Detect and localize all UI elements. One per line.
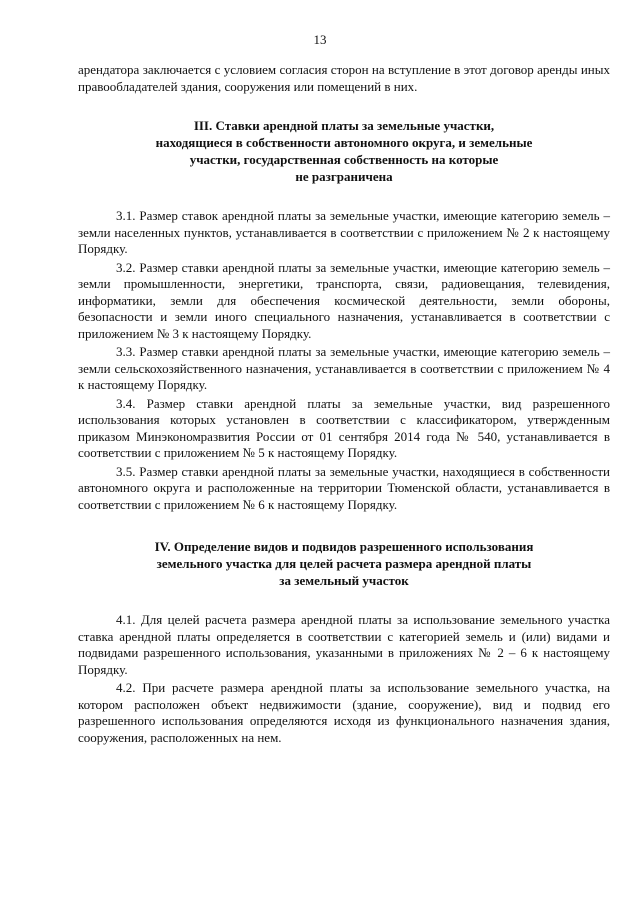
section-4-heading-line: за земельный участок	[279, 573, 409, 588]
section-3-heading-line: находящиеся в собственности автономного округа, и земельные	[155, 135, 533, 150]
section-3-heading-line: III. Ставки арендной платы за земельные участки,	[193, 118, 495, 133]
intro-paragraph: арендатора заключается с условием согласия сторон на вступление в этот договор аренды иных правообладателей здания, сооружения или помещений в них.	[78, 62, 610, 94]
paragraph-3-3: 3.3. Размер ставки арендной платы за земельные участки, имеющие категорию земель – земли сельскохозяйственного назначения, устанавливается в соответствии с приложением № 4 к настоящему Порядку.	[78, 344, 610, 392]
paragraph-3-2: 3.2. Размер ставки арендной платы за земельные участки, имеющие категорию земель – земли промышленности, энергетики, транспорта, связи, радиовещания, телевидения, информатики, земли для обеспечения космической деятельности, земли обороны, безопасности и земли иного специального назначения, устанавливается в соответствии с приложением № 3 к настоящему Порядку.	[78, 259, 610, 341]
section-3-heading-line: не разграничена	[295, 169, 393, 184]
section-4-heading-line: земельного участка для целей расчета размера арендной платы	[156, 556, 532, 571]
section-3-heading-line: участки, государственная собственность на которые	[189, 152, 499, 167]
document-body	[78, 62, 610, 746]
section-4-heading-line: IV. Определение видов и подвидов разрешенного использования	[154, 539, 534, 554]
page-number: 13	[313, 32, 327, 47]
paragraph-4-2: 4.2. При расчете размера арендной платы за использование земельного участка, на котором расположен объект недвижимости (здание, сооружение), вид и подвид его разрешенного использования определяются исходя из функционального назначения здания, сооружения, расположенных на нем.	[78, 680, 610, 745]
paragraph-3-1: 3.1. Размер ставок арендной платы за земельные участки, имеющие категорию земель – земли населенных пунктов, устанавливается в соответствии с приложением № 2 к настоящему Порядку.	[78, 208, 610, 256]
paragraph-3-5: 3.5. Размер ставки арендной платы за земельные участки, находящиеся в собственности автономного округа и расположенные на территории Тюменской области, устанавливается в соответствии с приложением № 6 к настоящему Порядку.	[78, 463, 610, 512]
paragraph-3-4: 3.4. Размер ставки арендной платы за земельные участки, вид разрешенного использования которых установлен в соответствии с классификатором, утвержденным приказом Минэкономразвития России от 01 сентября 2014 года № 540, устанавливается в соответствии с приложением № 5 к настоящему Порядку.	[78, 395, 610, 460]
paragraph-4-1: 4.1. Для целей расчета размера арендной платы за использование земельного участка ставка арендной платы определяется в соответствии с категорией земель и (или) видами и подвидами разрешенного использования, указанными в приложениях № 2 – 6 к настоящему Порядку.	[78, 612, 610, 677]
section-3-heading	[78, 117, 610, 185]
section-4-heading	[78, 538, 610, 589]
